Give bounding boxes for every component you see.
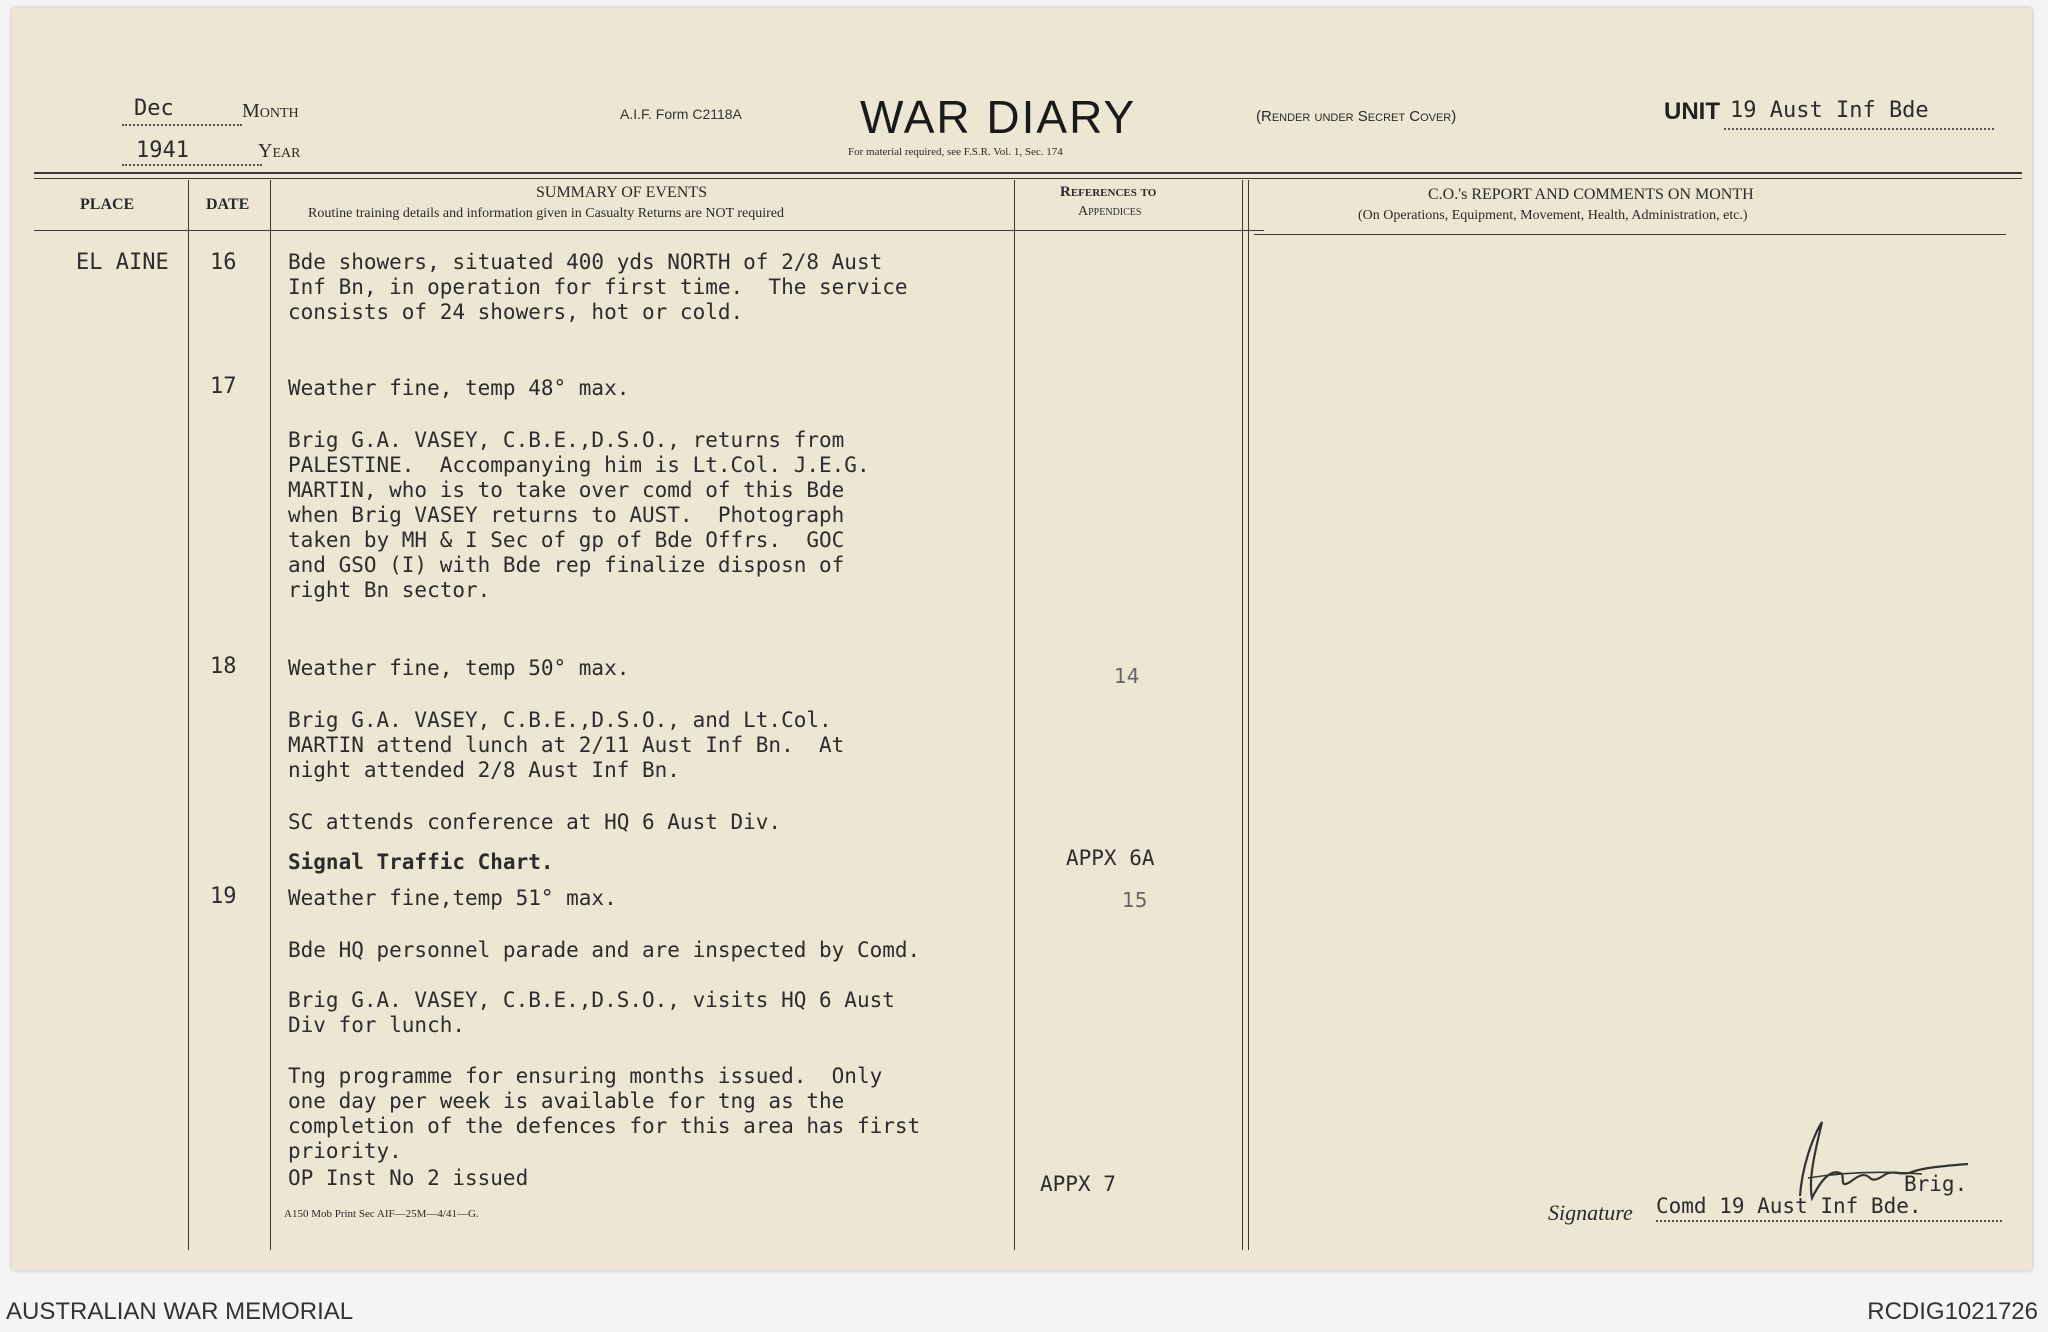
footer-right: RCDIG1021726 <box>1867 1298 2038 1325</box>
entry-16-showers: Bde showers, situated 400 yds NORTH of 2/8 Aust Inf Bn, in operation for first time. The service consists of 24 showers, hot or cold. <box>288 250 908 324</box>
col-report-header: C.O.'s REPORT AND COMMENTS ON MONTH <box>1428 186 1754 203</box>
year-dotted-line <box>122 164 262 166</box>
ref-appx-7: APPX 7 <box>1040 1172 1116 1196</box>
ref-15: 15 <box>1122 888 1148 912</box>
year-label: Year <box>258 140 301 162</box>
entry-17-weather: Weather fine, temp 48° max. <box>288 376 630 400</box>
col-summary-header: SUMMARY OF EVENTS <box>536 184 707 201</box>
entry-19-training: Tng programme for ensuring months issued. Only one day per week is available for tng as the completion of the defences for this area has first priority. <box>288 1064 921 1163</box>
unit-value: 19 Aust Inf Bde <box>1730 98 1929 123</box>
signature-title: Comd 19 Aust Inf Bde. <box>1656 1194 1922 1218</box>
printer-note: A150 Mob Print Sec AIF—25M—4/41—G. <box>284 1208 479 1220</box>
col-summary-subheader: Routine training details and information given in Casualty Returns are NOT required <box>308 206 785 221</box>
col-report-subheader: (On Operations, Equipment, Movement, Health, Administration, etc.) <box>1358 208 1748 223</box>
column-header-rule-left <box>34 230 1264 231</box>
entry-19-parade: Bde HQ personnel parade and are inspected by Comd. <box>288 938 921 962</box>
col-divider-place <box>188 180 189 1250</box>
date-17: 17 <box>210 374 237 399</box>
signature-rank: Brig. <box>1904 1172 1968 1196</box>
date-18: 18 <box>210 654 237 679</box>
col-divider-date <box>270 180 271 1250</box>
signature-dotted-line <box>1656 1220 2002 1222</box>
entry-19-vasey-visit: Brig G.A. VASEY, C.B.E.,D.S.O., visits HQ 6 Aust Div for lunch. <box>288 988 895 1037</box>
header-rule-bottom <box>34 178 2022 179</box>
entry-19-weather: Weather fine,temp 51° max. <box>288 886 617 910</box>
col-divider-references-a <box>1242 180 1243 1250</box>
entry-18-weather: Weather fine, temp 50° max. <box>288 656 630 680</box>
form-subtitle: For material required, see F.S.R. Vol. 1, Sec. 174 <box>848 146 1063 158</box>
col-references-header-1: References to <box>1060 184 1157 200</box>
month-value: Dec <box>134 96 174 121</box>
ref-appx-6a: APPX 6A <box>1066 846 1155 870</box>
war-diary-sheet <box>12 8 2032 1270</box>
col-divider-summary <box>1014 180 1015 1250</box>
year-value: 1941 <box>136 138 189 163</box>
col-date-header: DATE <box>206 196 250 213</box>
unit-dotted-line <box>1724 128 1994 130</box>
month-dotted-line <box>122 124 242 126</box>
ref-14: 14 <box>1114 664 1140 688</box>
col-divider-references-b <box>1248 180 1249 1250</box>
page-title: WAR DIARY <box>860 91 1137 143</box>
form-number: A.I.F. Form C2118A <box>620 106 742 122</box>
unit-label: UNIT <box>1664 98 1720 125</box>
col-references-header-2: Appendices <box>1078 204 1142 219</box>
entry-18-conference: SC attends conference at HQ 6 Aust Div. <box>288 810 782 834</box>
footer-left: AUSTRALIAN WAR MEMORIAL <box>6 1298 354 1325</box>
col-place-header: PLACE <box>80 196 135 213</box>
entry-18-signal-chart: Signal Traffic Chart. <box>288 850 554 874</box>
signature-label: Signature <box>1548 1200 1633 1225</box>
entry-17-vasey-returns: Brig G.A. VASEY, C.B.E.,D.S.O., returns from PALESTINE. Accompanying him is Lt.Col. J.E.G. MARTIN, who is to take over comd of this Bde when Brig VASEY returns to AUST. Photograph taken by MH & I Sec of gp of Bde Offrs. GOC and GSO (I) with Bde rep finalize disposn of right Bn sector. <box>288 428 870 602</box>
column-header-rule-right <box>1254 234 2006 235</box>
header-rule-top <box>34 172 2022 174</box>
place-value: EL AINE <box>76 250 169 275</box>
entry-19-op-inst: OP Inst No 2 issued <box>288 1166 529 1190</box>
secret-note: (Render under Secret Cover) <box>1256 108 1457 125</box>
month-label: Month <box>242 100 299 122</box>
date-16: 16 <box>210 250 237 275</box>
entry-18-lunch: Brig G.A. VASEY, C.B.E.,D.S.O., and Lt.Col. MARTIN attend lunch at 2/11 Aust Inf Bn. At night attended 2/8 Aust Inf Bn. <box>288 708 845 782</box>
date-19: 19 <box>210 884 237 909</box>
